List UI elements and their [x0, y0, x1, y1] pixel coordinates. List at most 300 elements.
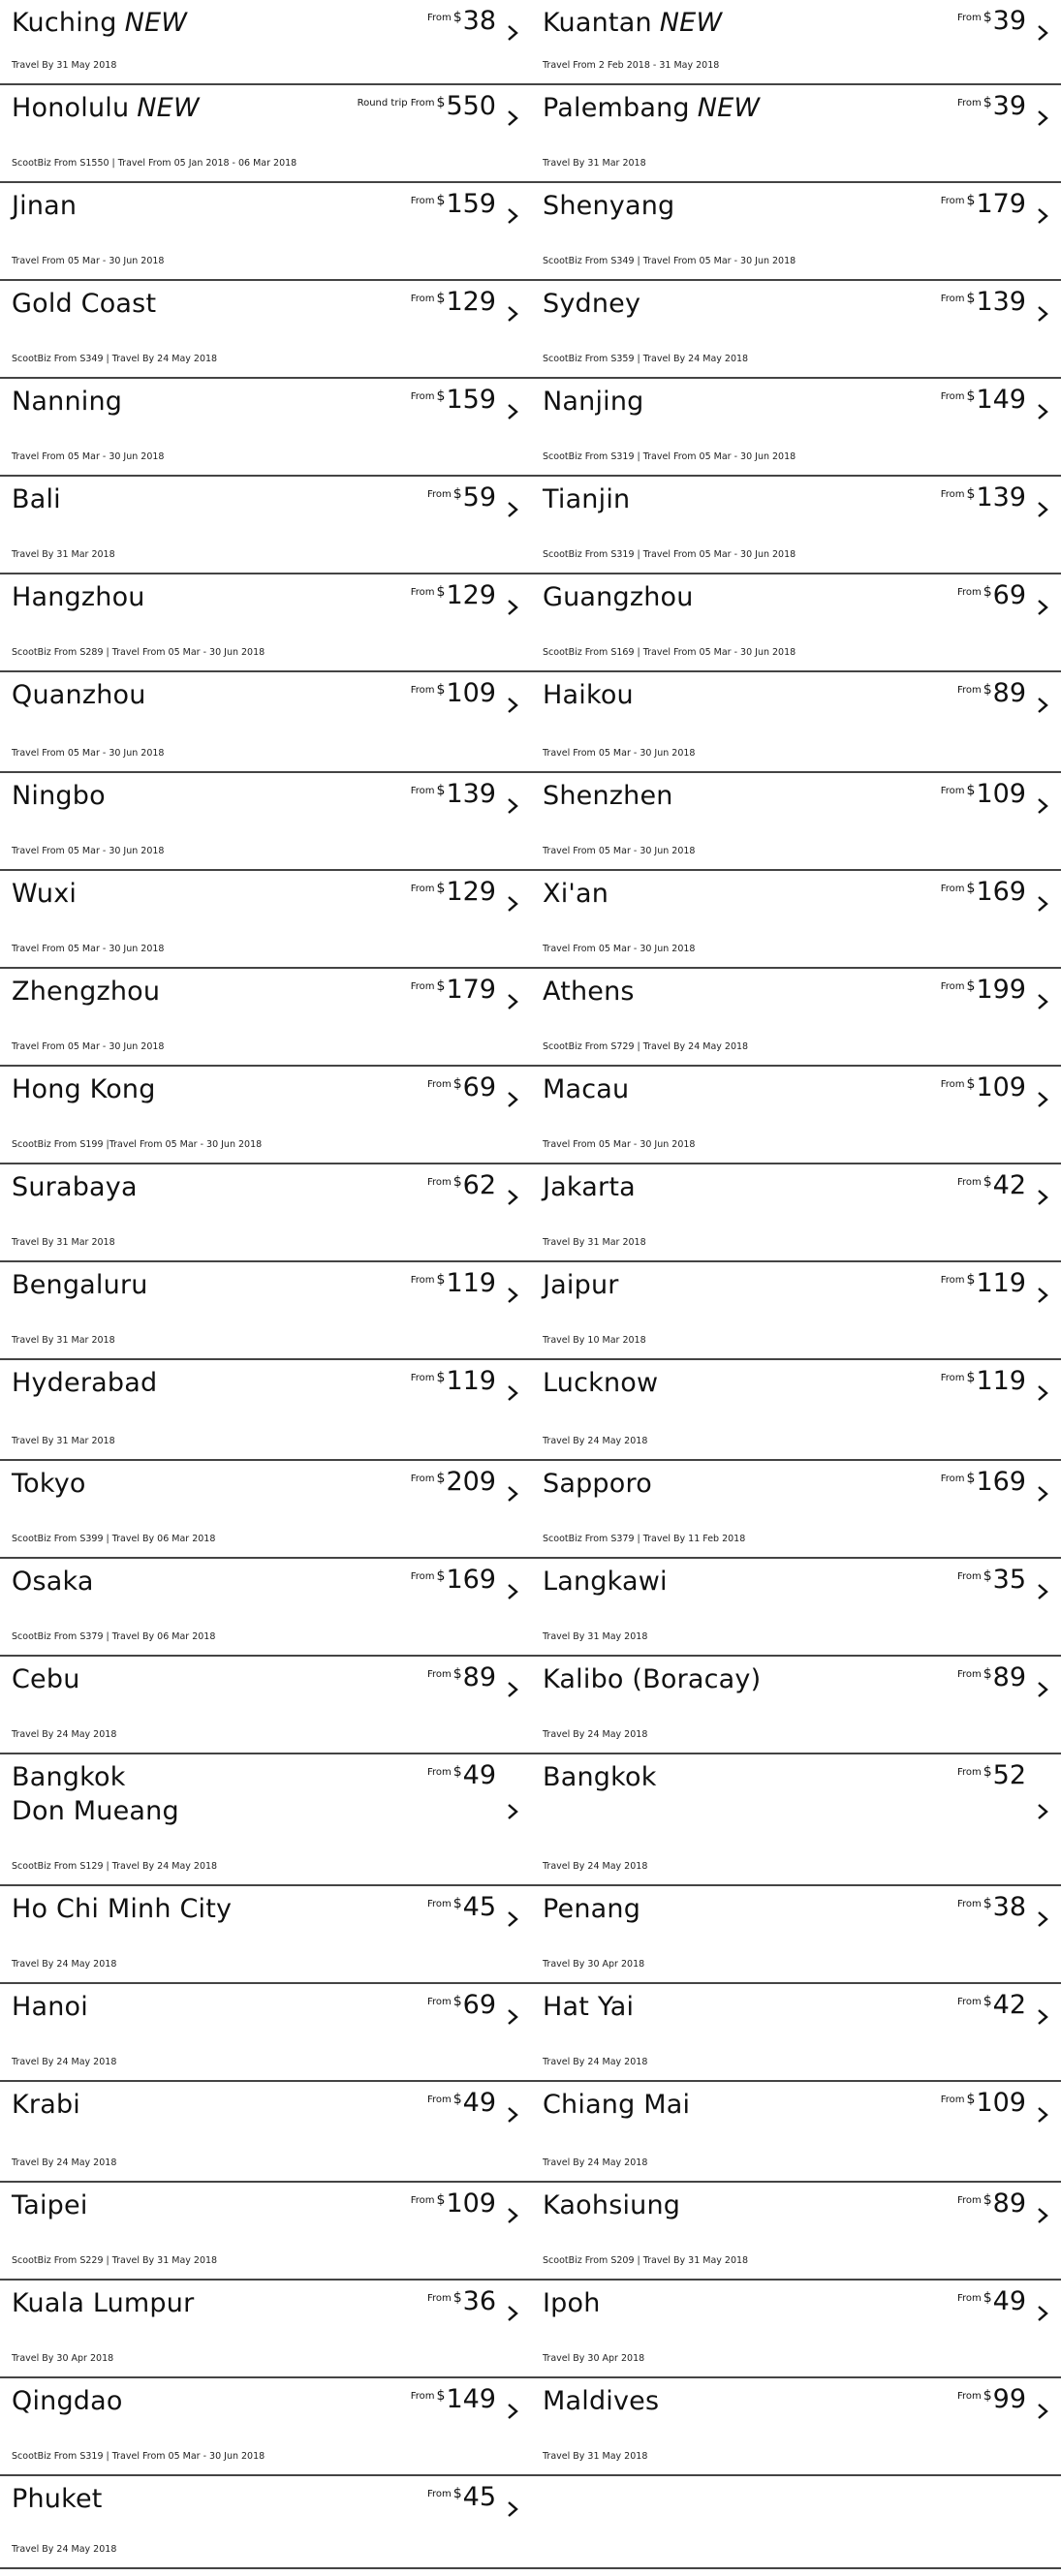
fare-amount: 109 — [976, 779, 1026, 809]
fare-from-label: Round trip From — [357, 98, 435, 109]
fare-conditions: ScootBiz From S169 | Travel From 05 Mar - 30 Jun 2018 — [543, 647, 796, 658]
chevron-right-icon[interactable] — [504, 22, 521, 44]
destination-card-jaipur[interactable] — [531, 1262, 1061, 1358]
currency-symbol: $ — [436, 2192, 446, 2208]
destination-row — [0, 2183, 1061, 2281]
chevron-right-icon[interactable] — [504, 2401, 521, 2422]
fare-conditions: Travel By 31 Mar 2018 — [543, 1237, 646, 1248]
chevron-right-icon[interactable] — [504, 2104, 521, 2126]
chevron-right-icon[interactable] — [1034, 2401, 1051, 2422]
destination-card-ningbo[interactable] — [0, 773, 531, 869]
destination-name — [12, 1072, 156, 1106]
fare-conditions: Travel From 05 Mar - 30 Jun 2018 — [543, 1139, 696, 1150]
chevron-right-icon[interactable] — [1034, 1285, 1051, 1306]
destination-name — [12, 2482, 103, 2516]
fare-amount: 209 — [446, 1467, 496, 1497]
destination-name-line: Langkawi — [543, 1567, 668, 1597]
destination-row — [0, 574, 1061, 672]
destination-card-ho-chi-minh-city[interactable] — [0, 1886, 531, 1982]
currency-symbol: $ — [436, 1568, 446, 1584]
chevron-right-icon[interactable] — [1034, 22, 1051, 44]
destination-name-line: Wuxi — [12, 879, 78, 909]
destination-name — [12, 1467, 86, 1501]
destination-name-line: Maldives — [543, 2386, 660, 2416]
destination-name-line — [543, 91, 760, 125]
chevron-right-icon[interactable] — [504, 1089, 521, 1110]
fare-conditions: Travel By 24 May 2018 — [12, 1959, 117, 1970]
chevron-right-icon[interactable] — [1034, 1187, 1051, 1208]
fare-from-label: From — [956, 1177, 982, 1188]
fare-amount: 42 — [992, 1170, 1026, 1200]
destination-name-line: Cebu — [12, 1664, 80, 1694]
destination-card-kalibo-boracay[interactable] — [531, 1657, 1061, 1753]
fare-price — [411, 678, 496, 709]
currency-symbol: $ — [436, 1370, 446, 1385]
destination-card-surabaya[interactable] — [0, 1164, 531, 1260]
fare-amount: 129 — [446, 877, 496, 907]
empty-cell — [531, 2476, 1061, 2567]
destination-name — [12, 385, 122, 419]
currency-symbol: $ — [452, 1994, 462, 2009]
fare-price — [411, 1565, 496, 1596]
fare-amount: 52 — [992, 1760, 1026, 1790]
chevron-right-icon[interactable] — [1034, 1801, 1051, 1822]
fare-from-label: From — [956, 587, 982, 598]
fare-price — [941, 1268, 1026, 1299]
currency-symbol: $ — [436, 2388, 446, 2404]
currency-symbol: $ — [983, 2290, 992, 2306]
destination-name — [543, 2384, 659, 2418]
currency-symbol: $ — [983, 1994, 992, 2009]
chevron-right-icon[interactable] — [504, 1382, 521, 1404]
destination-card-bali[interactable] — [0, 477, 531, 573]
fare-from-label: From — [956, 98, 982, 109]
fare-from-label: From — [410, 2195, 435, 2206]
destination-name — [543, 779, 673, 813]
fare-conditions: Travel By 31 Mar 2018 — [543, 158, 646, 169]
destination-card-qingdao[interactable] — [0, 2378, 531, 2474]
fare-amount: 139 — [976, 482, 1026, 512]
fare-amount: 49 — [992, 2286, 1026, 2316]
fare-from-label: From — [410, 1373, 435, 1383]
fare-amount: 169 — [976, 877, 1026, 907]
fare-amount: 89 — [462, 1662, 496, 1692]
destination-name-line: Bangkok — [12, 1762, 126, 1792]
destination-card-cebu[interactable] — [0, 1657, 531, 1753]
fare-amount: 149 — [446, 2384, 496, 2414]
destination-name — [543, 877, 609, 911]
destination-name — [12, 1170, 138, 1204]
destination-card-shenyang[interactable] — [531, 183, 1061, 279]
destination-card-jakarta[interactable] — [531, 1164, 1061, 1260]
fare-amount: 39 — [992, 91, 1026, 121]
destination-name-line — [12, 6, 187, 40]
chevron-right-icon[interactable] — [504, 1801, 521, 1822]
destination-name — [12, 189, 77, 223]
fare-from-label: From — [410, 685, 435, 696]
fare-price — [957, 2286, 1026, 2317]
fare-conditions: Travel By 24 May 2018 — [543, 2157, 648, 2168]
destination-name — [543, 482, 630, 516]
destination-card-kuantan[interactable] — [531, 0, 1061, 83]
fare-amount: 109 — [446, 678, 496, 708]
fare-amount: 109 — [446, 2188, 496, 2219]
currency-symbol: $ — [436, 388, 446, 404]
destination-card-taipei[interactable] — [0, 2183, 531, 2279]
fare-conditions: Travel By 31 Mar 2018 — [12, 1335, 115, 1346]
destination-card-kuala-lumpur[interactable] — [0, 2281, 531, 2376]
destination-name-line: Ningbo — [12, 781, 106, 811]
destination-name-line: Jinan — [12, 191, 78, 221]
destination-card-tianjin[interactable] — [531, 477, 1061, 573]
chevron-right-icon[interactable] — [504, 401, 521, 422]
fare-amount: 89 — [992, 1662, 1026, 1692]
chevron-right-icon[interactable] — [504, 1679, 521, 1700]
chevron-right-icon[interactable] — [1034, 401, 1051, 422]
destination-name — [12, 2088, 80, 2122]
destination-card-ipoh[interactable] — [531, 2281, 1061, 2376]
currency-symbol: $ — [436, 682, 446, 698]
destination-name — [12, 91, 200, 125]
destination-name-line: Kuala Lumpur — [12, 2288, 195, 2318]
chevron-right-icon[interactable] — [1034, 1089, 1051, 1110]
fare-price — [411, 580, 496, 611]
fare-price — [941, 482, 1026, 513]
destination-row — [0, 773, 1061, 871]
chevron-right-icon[interactable] — [1034, 303, 1051, 325]
fare-conditions: Travel From 05 Mar - 30 Jun 2018 — [543, 846, 696, 856]
currency-symbol: $ — [966, 1076, 976, 1092]
fare-amount: 129 — [446, 580, 496, 610]
fare-from-label: From — [956, 13, 982, 23]
destination-card-xi-an[interactable] — [531, 871, 1061, 967]
chevron-right-icon[interactable] — [1034, 795, 1051, 817]
destination-card-hangzhou[interactable] — [0, 574, 531, 670]
destination-card-sydney[interactable] — [531, 281, 1061, 377]
fare-conditions: ScootBiz From S729 | Travel By 24 May 2018 — [543, 1041, 749, 1052]
fare-amount: 45 — [462, 2482, 496, 2512]
destination-card-hong-kong[interactable] — [0, 1067, 531, 1163]
chevron-right-icon[interactable] — [1034, 893, 1051, 915]
destination-name-line: Shenyang — [543, 191, 675, 221]
currency-symbol: $ — [983, 1764, 992, 1780]
chevron-right-icon[interactable] — [1034, 2303, 1051, 2324]
chevron-right-icon[interactable] — [1034, 1581, 1051, 1602]
chevron-right-icon[interactable] — [504, 2498, 521, 2520]
destination-name — [543, 1565, 668, 1598]
destination-name — [543, 1892, 640, 1926]
fare-amount: 159 — [446, 189, 496, 219]
fare-price — [411, 2384, 496, 2415]
destination-card-nanjing[interactable] — [531, 379, 1061, 475]
destination-card-krabi[interactable] — [0, 2082, 531, 2181]
chevron-right-icon[interactable] — [504, 2006, 521, 2028]
chevron-right-icon[interactable] — [1034, 205, 1051, 227]
fare-conditions: Travel By 31 May 2018 — [543, 1631, 648, 1642]
fare-conditions: ScootBiz From S289 | Travel From 05 Mar - 30 Jun 2018 — [12, 647, 265, 658]
currency-symbol: $ — [452, 1076, 462, 1092]
destination-card-bengaluru[interactable] — [0, 1262, 531, 1358]
fare-conditions: Travel By 10 Mar 2018 — [543, 1335, 646, 1346]
chevron-right-icon[interactable] — [1034, 1909, 1051, 1930]
destination-card-guangzhou[interactable] — [531, 574, 1061, 670]
destination-name-line: Taipei — [12, 2190, 88, 2220]
fare-conditions: ScootBiz From S199 |Travel From 05 Mar - 30 Jun 2018 — [12, 1139, 263, 1150]
destination-name-text: Kuching — [12, 8, 117, 38]
destination-card-kaohsiung[interactable] — [531, 2183, 1061, 2279]
destination-name-line — [12, 91, 200, 125]
destination-name-line: Chiang Mai — [543, 2090, 691, 2120]
destination-name-line: Shenzhen — [543, 781, 673, 811]
fare-conditions: Travel From 05 Mar - 30 Jun 2018 — [12, 1041, 165, 1052]
new-badge: NEW — [697, 93, 761, 123]
chevron-right-icon[interactable] — [504, 1581, 521, 1602]
fare-from-label: From — [940, 294, 965, 304]
chevron-right-icon[interactable] — [1034, 2104, 1051, 2126]
destination-row — [0, 1984, 1061, 2082]
destination-name — [12, 678, 146, 712]
chevron-right-icon[interactable] — [1034, 1679, 1051, 1700]
chevron-right-icon[interactable] — [1034, 2006, 1051, 2028]
chevron-right-icon[interactable] — [504, 2303, 521, 2324]
fare-amount: 169 — [446, 1565, 496, 1595]
destination-name — [12, 1662, 80, 1696]
chevron-right-icon[interactable] — [504, 2205, 521, 2226]
destination-card-haikou[interactable] — [531, 672, 1061, 771]
fare-conditions: Travel From 05 Mar - 30 Jun 2018 — [12, 256, 165, 266]
chevron-right-icon[interactable] — [504, 1909, 521, 1930]
destination-card-shenzhen[interactable] — [531, 773, 1061, 869]
fare-price — [957, 2384, 1026, 2415]
destination-name — [543, 6, 722, 40]
chevron-right-icon[interactable] — [504, 795, 521, 817]
chevron-right-icon[interactable] — [1034, 1483, 1051, 1505]
fare-from-label: From — [956, 1767, 982, 1778]
destination-card-nanning[interactable] — [0, 379, 531, 475]
destination-name — [12, 1892, 232, 1926]
destination-row — [0, 1262, 1061, 1360]
fare-from-label: From — [956, 1669, 982, 1680]
fare-from-label: From — [426, 13, 452, 23]
destination-name — [543, 91, 760, 125]
fare-amount: 199 — [976, 975, 1026, 1005]
fare-price — [957, 1892, 1026, 1923]
destination-name — [543, 580, 694, 614]
destination-name — [543, 2088, 690, 2122]
destination-name-line: Athens — [543, 977, 635, 1007]
fare-from-label: From — [410, 587, 435, 598]
destination-name-line: Qingdao — [12, 2386, 123, 2416]
destination-name — [12, 877, 77, 911]
chevron-right-icon[interactable] — [504, 991, 521, 1012]
fare-conditions: Travel From 2 Feb 2018 - 31 May 2018 — [543, 60, 720, 71]
chevron-right-icon[interactable] — [504, 1285, 521, 1306]
fare-from-label: From — [956, 685, 982, 696]
currency-symbol: $ — [966, 2092, 976, 2107]
fare-from-label: From — [426, 1767, 452, 1778]
fare-conditions: ScootBiz From S1550 | Travel From 05 Jan 2018 - 06 Mar 2018 — [12, 158, 297, 169]
chevron-right-icon[interactable] — [504, 303, 521, 325]
chevron-right-icon[interactable] — [504, 597, 521, 618]
fare-amount: 119 — [976, 1268, 1026, 1298]
destination-name-line: Tokyo — [12, 1469, 86, 1499]
destination-name-line: Quanzhou — [12, 680, 146, 710]
currency-symbol: $ — [436, 95, 446, 110]
chevron-right-icon[interactable] — [504, 695, 521, 716]
currency-symbol: $ — [966, 388, 976, 404]
fare-from-label: From — [410, 1571, 435, 1582]
destination-card-phuket[interactable] — [0, 2476, 531, 2567]
destination-card-tokyo[interactable] — [0, 1461, 531, 1557]
destination-name-line: Gold Coast — [12, 289, 157, 319]
fare-amount: 119 — [976, 1366, 1026, 1396]
fare-conditions: ScootBiz From S319 | Travel From 05 Mar - 30 Jun 2018 — [12, 2451, 265, 2462]
destination-name — [12, 1268, 148, 1302]
fare-conditions: ScootBiz From S209 | Travel By 31 May 2018 — [543, 2255, 749, 2266]
fare-from-label: From — [940, 1079, 965, 1090]
fare-amount: 49 — [462, 1760, 496, 1790]
destination-card-hyderabad[interactable] — [0, 1360, 531, 1459]
fare-amount: 39 — [992, 6, 1026, 36]
destination-name — [543, 385, 644, 419]
chevron-right-icon[interactable] — [1034, 695, 1051, 716]
currency-symbol: $ — [452, 1174, 462, 1190]
destination-name-line: Phuket — [12, 2484, 103, 2514]
fare-price — [358, 91, 496, 122]
chevron-right-icon[interactable] — [504, 499, 521, 520]
chevron-right-icon[interactable] — [1034, 2205, 1051, 2226]
fare-conditions: ScootBiz From S359 | Travel By 24 May 2018 — [543, 354, 749, 364]
destination-name — [543, 1366, 658, 1400]
fare-amount: 139 — [446, 779, 496, 809]
destination-name-text: Palembang — [543, 93, 690, 123]
chevron-right-icon[interactable] — [504, 108, 521, 129]
chevron-right-icon[interactable] — [504, 205, 521, 227]
fare-price — [941, 287, 1026, 318]
fare-amount: 159 — [446, 385, 496, 415]
currency-symbol: $ — [983, 682, 992, 698]
destination-card-gold-coast[interactable] — [0, 281, 531, 377]
destination-row — [0, 672, 1061, 773]
destination-name-line: Kaohsiung — [543, 2190, 681, 2220]
destination-card-bangkok-don-mueang[interactable] — [0, 1754, 531, 1884]
fare-price — [941, 1366, 1026, 1397]
currency-symbol: $ — [436, 1272, 446, 1288]
fare-amount: 38 — [992, 1892, 1026, 1922]
destination-row — [0, 2378, 1061, 2476]
fare-from-label: From — [410, 391, 435, 402]
currency-symbol: $ — [436, 1471, 446, 1486]
destination-card-quanzhou[interactable] — [0, 672, 531, 771]
currency-symbol: $ — [966, 193, 976, 208]
destination-name-line: Haikou — [543, 680, 634, 710]
destination-card-osaka[interactable] — [0, 1559, 531, 1655]
fare-from-label: From — [956, 2195, 982, 2206]
destination-card-hat-yai[interactable] — [531, 1984, 1061, 2080]
destination-card-jinan[interactable] — [0, 183, 531, 279]
destination-card-sapporo[interactable] — [531, 1461, 1061, 1557]
fare-conditions: Travel By 24 May 2018 — [12, 2544, 117, 2555]
destination-name-line: Tianjin — [543, 484, 631, 514]
destination-row — [0, 183, 1061, 281]
fare-price — [941, 877, 1026, 908]
destination-card-kuching[interactable] — [0, 0, 531, 83]
destination-card-langkawi[interactable] — [531, 1559, 1061, 1655]
chevron-right-icon[interactable] — [1034, 1382, 1051, 1404]
destination-name — [543, 1170, 636, 1204]
chevron-right-icon[interactable] — [1034, 108, 1051, 129]
chevron-right-icon[interactable] — [504, 1187, 521, 1208]
fare-price — [957, 91, 1026, 122]
fare-amount: 36 — [462, 2286, 496, 2316]
fare-conditions: Travel By 31 Mar 2018 — [12, 549, 115, 560]
destination-card-maldives[interactable] — [531, 2378, 1061, 2474]
currency-symbol: $ — [436, 978, 446, 994]
currency-symbol: $ — [436, 584, 446, 600]
chevron-right-icon[interactable] — [1034, 597, 1051, 618]
destination-name — [543, 1467, 652, 1501]
destination-card-honolulu[interactable] — [0, 85, 531, 181]
currency-symbol: $ — [983, 1174, 992, 1190]
currency-symbol: $ — [452, 10, 462, 25]
destination-card-macau[interactable] — [531, 1067, 1061, 1163]
chevron-right-icon[interactable] — [1034, 991, 1051, 1012]
destination-card-zhengzhou[interactable] — [0, 969, 531, 1065]
destination-name-line: Xi'an — [543, 879, 609, 909]
destination-card-hanoi[interactable] — [0, 1984, 531, 2080]
currency-symbol: $ — [452, 2486, 462, 2501]
destination-name — [12, 580, 145, 614]
currency-symbol: $ — [452, 2290, 462, 2306]
destination-card-bangkok[interactable] — [531, 1754, 1061, 1884]
fare-conditions: ScootBiz From S319 | Travel From 05 Mar - 30 Jun 2018 — [543, 451, 796, 462]
currency-symbol: $ — [983, 10, 992, 25]
fare-from-label: From — [410, 294, 435, 304]
fare-amount: 38 — [462, 6, 496, 36]
destination-name — [543, 678, 634, 712]
destination-name-line — [543, 6, 722, 40]
destination-name-line: Hyderabad — [12, 1368, 158, 1398]
fare-amount: 59 — [462, 482, 496, 512]
fare-from-label: From — [956, 1997, 982, 2007]
destination-name-line: Ipoh — [543, 2288, 601, 2318]
chevron-right-icon[interactable] — [504, 1483, 521, 1505]
fare-amount: 119 — [446, 1268, 496, 1298]
destination-row — [0, 969, 1061, 1067]
fare-amount: 149 — [976, 385, 1026, 415]
chevron-right-icon[interactable] — [504, 893, 521, 915]
fare-conditions: Travel By 30 Apr 2018 — [543, 1959, 645, 1970]
destination-name — [543, 189, 674, 223]
fare-price — [427, 1662, 496, 1693]
fare-amount: 69 — [462, 1990, 496, 2020]
destination-card-lucknow[interactable] — [531, 1360, 1061, 1459]
fare-price — [427, 2088, 496, 2119]
chevron-right-icon[interactable] — [1034, 499, 1051, 520]
destination-card-wuxi[interactable] — [0, 871, 531, 967]
new-badge: NEW — [137, 93, 200, 123]
destination-name-text: Kuantan — [543, 8, 652, 38]
destination-name — [543, 2188, 680, 2222]
destination-card-chiang-mai[interactable] — [531, 2082, 1061, 2181]
fare-amount: 35 — [992, 1565, 1026, 1595]
destination-card-penang[interactable] — [531, 1886, 1061, 1982]
fare-conditions: Travel From 05 Mar - 30 Jun 2018 — [543, 944, 696, 954]
currency-symbol: $ — [983, 584, 992, 600]
destination-card-palembang[interactable] — [531, 85, 1061, 181]
destination-card-athens[interactable] — [531, 969, 1061, 1065]
destination-name — [543, 1662, 761, 1696]
